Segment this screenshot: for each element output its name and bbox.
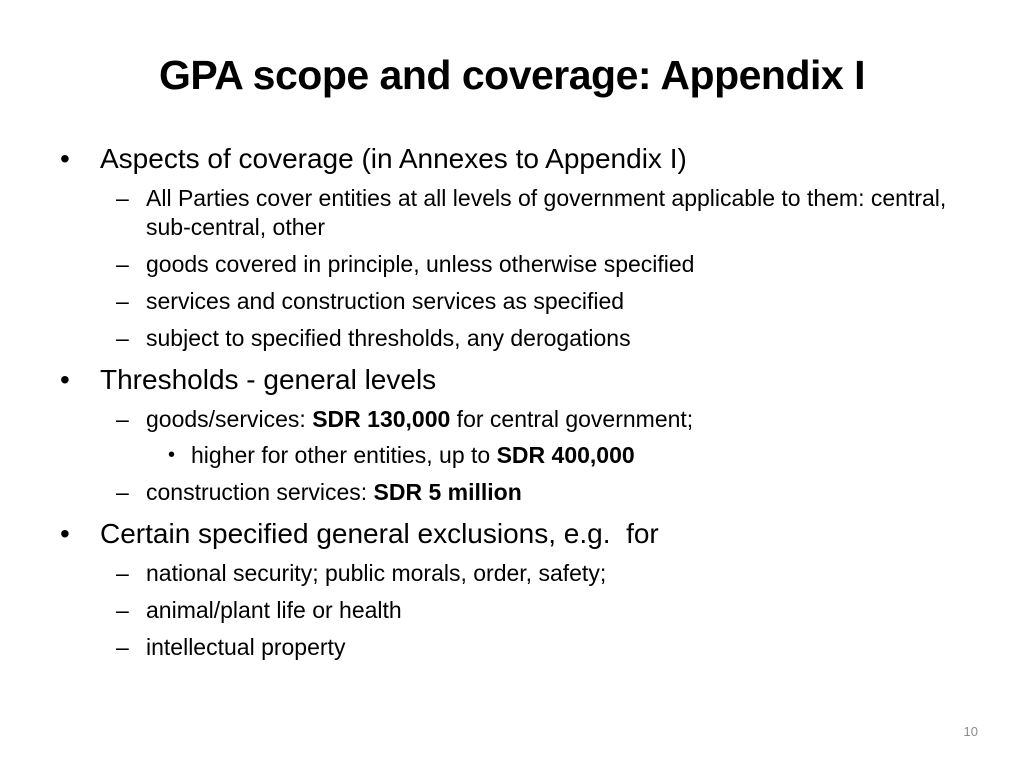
- sub-bullet-text: animal/plant life or health: [146, 597, 402, 623]
- sub-bullet-goods-covered: [56, 250, 976, 279]
- dash-marker: –: [116, 325, 129, 351]
- bullet-aspects-of-coverage: [56, 142, 976, 176]
- sub-bullet-all-parties: [56, 184, 976, 242]
- sub-bullet-services: [56, 287, 976, 316]
- dash-marker: –: [116, 288, 129, 314]
- sub-bullet-text-prefix: construction services:: [146, 479, 374, 505]
- sub-bullet-text: goods covered in principle, unless otherwise specified: [146, 251, 695, 277]
- bullet-thresholds: [56, 363, 976, 397]
- dash-marker: –: [116, 634, 129, 660]
- sub-bullet-text: All Parties cover entities at all levels of government applicable to them: central, sub-central, other: [146, 185, 947, 240]
- bullet-text: Aspects of coverage (in Annexes to Appendix I): [100, 143, 687, 174]
- bullet-text: Thresholds - general levels: [100, 364, 437, 395]
- bullet-text: Certain specified general exclusions, e.g. for: [100, 518, 659, 549]
- dash-marker: –: [116, 560, 129, 586]
- dash-marker: –: [116, 185, 129, 211]
- bullet-marker: •: [60, 143, 70, 174]
- threshold-amount: SDR 400,000: [496, 442, 635, 468]
- sub-bullet-intellectual-property: [56, 633, 976, 662]
- sub-bullet-goods-services-threshold: [56, 405, 976, 434]
- threshold-amount: SDR 130,000: [312, 406, 451, 432]
- threshold-amount: SDR 5 million: [373, 479, 522, 505]
- sub-bullet-text: services and construction services as specified: [146, 288, 625, 314]
- bullet-marker: •: [60, 364, 70, 395]
- sub-sub-bullet-higher-entities: [56, 441, 976, 470]
- dash-marker: –: [116, 479, 129, 505]
- bullet-list: [56, 142, 976, 662]
- dash-marker: –: [116, 597, 129, 623]
- sub-bullet-text-suffix: for central government;: [450, 406, 694, 432]
- sub-bullet-national-security: [56, 559, 976, 588]
- bullet-marker: •: [60, 518, 70, 549]
- sub-sub-bullet-text-prefix: higher for other entities, up to: [191, 442, 497, 468]
- slide-title: GPA scope and coverage: Appendix I: [159, 52, 865, 98]
- sub-bullet-text-prefix: goods/services:: [146, 406, 313, 432]
- sub-bullet-text: subject to specified thresholds, any derogations: [146, 325, 631, 351]
- bullet-general-exclusions: [56, 517, 976, 551]
- slide-number: 10: [963, 724, 978, 739]
- sub-bullet-thresholds-derogations: [56, 324, 976, 353]
- sub-bullet-text: intellectual property: [146, 634, 346, 660]
- dash-marker: –: [116, 406, 129, 432]
- dash-marker: –: [116, 251, 129, 277]
- bullet-marker: •: [168, 444, 176, 466]
- sub-bullet-animal-plant: [56, 596, 976, 625]
- sub-bullet-text: national security; public morals, order, safety;: [146, 560, 607, 586]
- sub-bullet-construction-threshold: [56, 478, 976, 507]
